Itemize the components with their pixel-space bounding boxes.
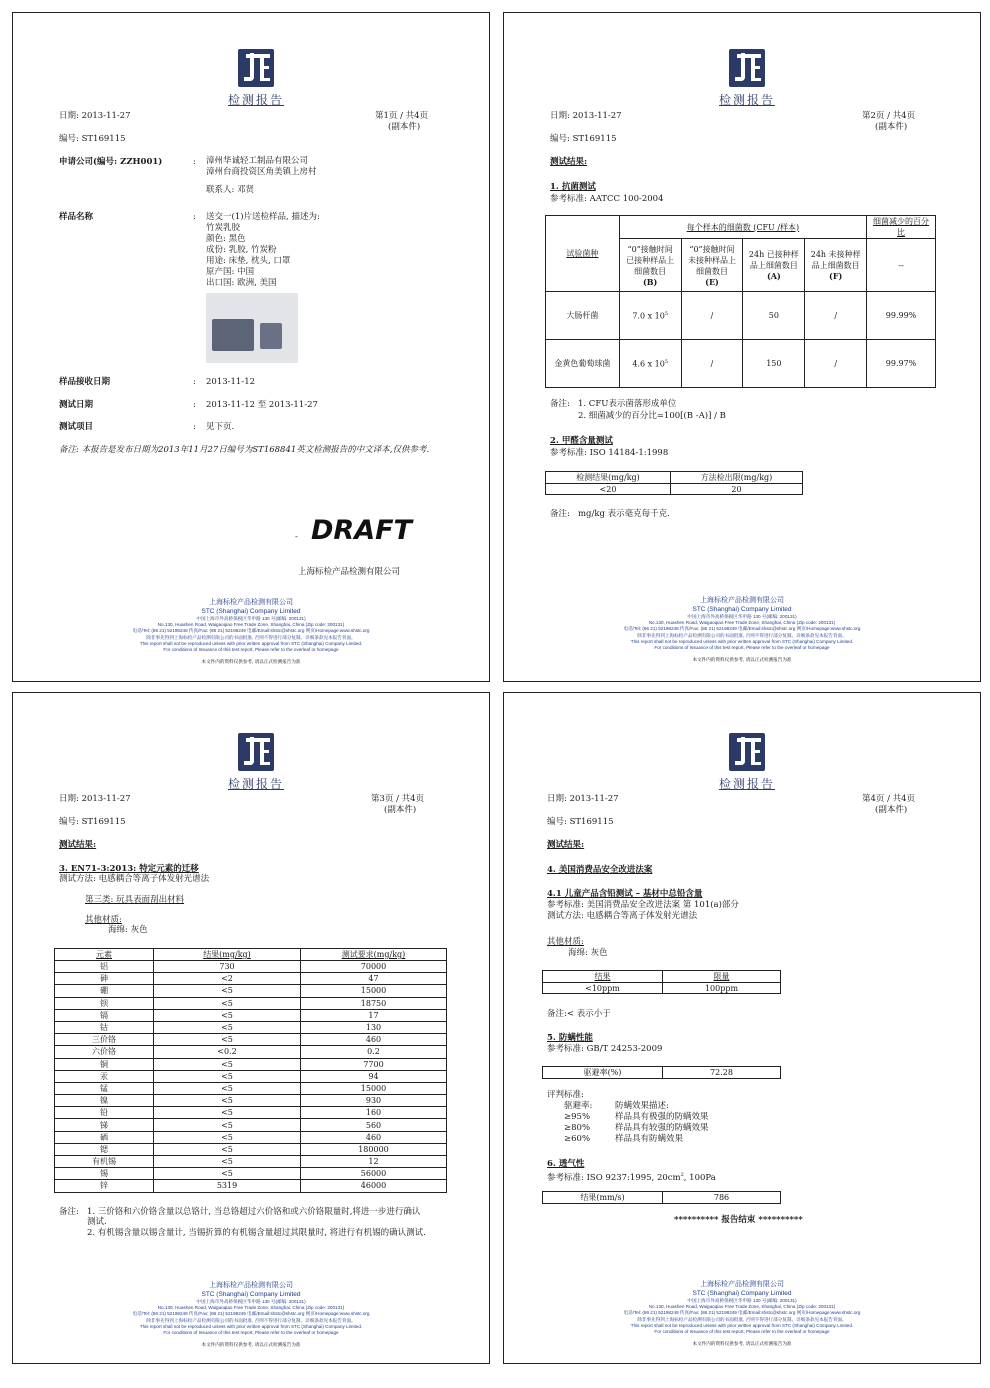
header-e: “0”接触时间 未接种样品上 细菌数目 (E): [681, 239, 743, 292]
note-1: 1. CFU表示菌落形成单位: [578, 399, 677, 409]
element-cell: 镉: [55, 1009, 154, 1021]
colon: :: [193, 377, 196, 387]
mite-table: [542, 1066, 781, 1079]
footer-address-cn: 中国上海市外高桥保税区华申路 130 号(邮编: 200131): [196, 1299, 306, 1304]
stc-logo: [228, 733, 284, 791]
footer-note: 本文件内的资料仅供参考, 请以正式检测报告为准: [692, 657, 792, 663]
footer-reproduction-en: This report shall not be reproduced unless with prior written approval from STC (Shanghai) Company Limited.: [630, 638, 854, 644]
element-cell: 铅: [55, 1107, 154, 1119]
rating-threshold: ≥80%: [564, 1123, 591, 1133]
footer-company-cn: 上海标检产品检测有限公司: [209, 1282, 293, 1289]
report-number: 编号: ST169115: [550, 134, 617, 144]
test-items-value: 见下页.: [206, 422, 235, 432]
received-date-value: 2013-11-12: [206, 377, 256, 387]
result-cell: <5: [154, 1168, 301, 1180]
results-title: 测试结果:: [550, 157, 588, 167]
table-row: [55, 1156, 447, 1168]
table-row: [55, 1107, 447, 1119]
table-row: [55, 1119, 447, 1131]
element-cell: 锡: [55, 1168, 154, 1180]
report-page-3: [12, 692, 490, 1364]
table-row: [55, 1009, 447, 1021]
footer-company-cn: 上海标检产品检测有限公司: [209, 599, 293, 606]
page-number: 第3页 / 共4页: [371, 794, 425, 804]
footer-company-en: STC (Shanghai) Company Limited: [201, 1291, 301, 1298]
requirement-cell: 56000: [301, 1168, 447, 1180]
requirement-cell: 160: [301, 1107, 447, 1119]
rating-header-right: 防螨效果描述:: [615, 1101, 669, 1111]
stc-logo: [719, 49, 775, 107]
report-page-1: [12, 12, 490, 682]
footer-company-cn: 上海标检产品检测有限公司: [700, 597, 784, 604]
sample-mat-small: [260, 323, 282, 349]
section-4-title: 4. 美国消费品安全改进法案: [547, 865, 653, 875]
footer-conditions: For conditions of Issuance of this test report, Please refer to the overleaf or homepage: [163, 1330, 339, 1336]
table-row: 金黄色葡萄球菌 4.6 x $10^5$ / 150 / 99.97%: [546, 340, 936, 388]
requirement-cell: 0.2: [301, 1046, 447, 1058]
section-6-title: 6. 透气性: [547, 1159, 585, 1169]
footer-conditions: For conditions of Issuance of this test report, Please refer to the overleaf or homepage: [654, 1329, 830, 1335]
footer-address-en: No.130, Huashen Road, Waigaoqiao Free Trade Zone, Shanghai, China (Zip code: 200131): [648, 620, 836, 626]
colon: :: [193, 422, 196, 432]
test-date-value: 2013-11-12 至 2013-11-27: [206, 400, 318, 410]
signature-company: 上海标检产品检测有限公司: [298, 567, 401, 577]
footer-contact: 电话/Tel: (86 21) 52198248 传真/Fax: (86 21) 52198249 电邮/Email:shstc@shstc.org 网页/Homepage:www.shstc.org: [623, 626, 861, 632]
table-row: [55, 1143, 447, 1155]
element-cell: 镍: [55, 1095, 154, 1107]
footer-contact: 电话/Tel: (86 21) 52198248 传真/Fax: (86 21) 52198249 电邮/Email:shstc@shstc.org 网页/Homepage:www.shstc.org: [132, 1311, 370, 1317]
page-number: 第4页 / 共4页: [862, 794, 916, 804]
category: 第三类: 玩具表面刮出材料: [85, 895, 185, 905]
footer-contact: 电话/Tel: (86 21) 52198248 传真/Fax: (86 21) 52198249 电邮/Email:shstc@shstc.org 网页/Homepage:www.shstc.org: [623, 1310, 861, 1316]
section-4-1-standard: 参考标准: 美国消费品安全改进法案 第 101(a)部分: [547, 900, 739, 910]
footer-reproduction-cn: 除非事先得到上海标检产品检测有限公司的书面批准, 否则不得进行部分复制。详细条款见本报告背面。: [637, 632, 847, 638]
footer-reproduction-cn: 除非事先得到上海标检产品检测有限公司的书面批准, 否则不得进行部分复制。详细条款见本报告背面。: [146, 634, 356, 640]
result-cell: <5: [154, 1082, 301, 1094]
sample-line: 送交一(1)片送检样品, 描述为:: [206, 212, 320, 222]
copy-label: (副本件): [875, 122, 908, 132]
element-cell: 砷: [55, 973, 154, 985]
strain-header: 试验菌种: [546, 216, 620, 292]
result-header: 检测结果(mg/kg): [546, 472, 671, 484]
requirement-cell: 560: [301, 1119, 447, 1131]
stc-logo-icon: [729, 733, 765, 771]
note-2: 2. 细菌减少的百分比=100[(B -A)] / B: [578, 411, 726, 421]
footer-contact: 电话/Tel: (86 21) 52198248 传真/Fax: (86 21) 52198249 电邮/Email:shstc@shstc.org 网页/Homepage:www.shstc.org: [132, 628, 370, 634]
footer-address-en: No.130, Huashen Road, Waigaoqiao Free Trade Zone, Shanghai, China (Zip code: 200131): [157, 1305, 345, 1311]
antibacterial-table: [545, 215, 936, 388]
result-cell: 5319: [154, 1180, 301, 1192]
rating-title: 评判标准:: [547, 1090, 584, 1100]
element-cell: 硒: [55, 1131, 154, 1143]
sample-line: 原产国: 中国: [206, 267, 255, 277]
section-2-title: 2. 甲醛含量测试: [550, 436, 613, 446]
table-row: [55, 1095, 447, 1107]
section-5-title: 5. 防螨性能: [547, 1033, 593, 1043]
section-3-title: 3. EN71-3:2013: 特定元素的迁移: [59, 864, 199, 874]
result-cell: <5: [154, 1058, 301, 1070]
footer-note: 本文件内的资料仅供参考, 请以正式检测报告为准: [201, 1342, 301, 1348]
other-material-label: 其他材质:: [85, 915, 122, 925]
table-row: [55, 1058, 447, 1070]
limit-header: 限量: [663, 971, 781, 983]
result-cell: <5: [154, 1143, 301, 1155]
report-date: 日期: 2013-11-27: [59, 111, 131, 121]
section-2-standard: 参考标准: ISO 14184-1:1998: [550, 448, 669, 458]
requirement-cell: 12: [301, 1156, 447, 1168]
section-1-title: 1. 抗菌测试: [550, 182, 596, 192]
table-row: [55, 1180, 447, 1192]
requirement-cell: 930: [301, 1095, 447, 1107]
report-number: 编号: ST169115: [59, 817, 126, 827]
other-material-label: 其他材质:: [547, 937, 584, 947]
requirement-header: 测试要求(mg/kg): [301, 949, 447, 961]
report-title: 检测报告: [227, 777, 284, 791]
sample-line: 用途: 床垫, 枕头, 口罩: [206, 256, 291, 266]
page-number: 第2页 / 共4页: [862, 111, 916, 121]
table-row: [55, 961, 447, 973]
footer-reproduction-en: This report shall not be reproduced unless with prior written approval from STC (Shanghai) Company Limited.: [630, 1322, 854, 1328]
table-row: 驱避率(%) 72.28: [543, 1067, 781, 1079]
element-cell: 铜: [55, 1058, 154, 1070]
header-f: 24h 未接种样 品上细菌数目 (F): [805, 239, 867, 292]
element-cell: 钡: [55, 997, 154, 1009]
report-title: 检测报告: [227, 93, 284, 107]
requirement-cell: 460: [301, 1131, 447, 1143]
result-cell: <5: [154, 985, 301, 997]
requirement-cell: 17: [301, 1009, 447, 1021]
report-footer: [504, 1280, 980, 1347]
table-row: [55, 1168, 447, 1180]
element-cell: 三价铬: [55, 1034, 154, 1046]
footer-conditions: For conditions of Issuance of this test report, Please refer to the overleaf or homepage: [654, 645, 830, 651]
report-number: 编号: ST169115: [59, 134, 126, 144]
rating-threshold: ≥95%: [564, 1112, 591, 1122]
copy-label: (副本件): [384, 805, 417, 815]
copy-label: (副本件): [388, 122, 421, 132]
footer-conditions: For conditions of Issuance of this test report, Please refer to the overleaf or homepage: [163, 647, 339, 653]
draft-stamp: DRAFT: [311, 515, 412, 546]
table-row: [55, 1070, 447, 1082]
result-cell: <5: [154, 1009, 301, 1021]
element-cell: 铝: [55, 961, 154, 973]
table-row: [55, 1131, 447, 1143]
section-5-standard: 参考标准: GB/T 24253-2009: [547, 1044, 663, 1054]
table-row: 大肠杆菌 7.0 x $10^5$ / 50 / 99.99%: [546, 292, 936, 340]
sample-line: 成份: 乳胶, 竹炭粉: [206, 245, 277, 255]
footer-reproduction-cn: 除非事先得到上海标检产品检测有限公司的书面批准, 否则不得进行部分复制。详细条款见本报告背面。: [146, 1317, 356, 1323]
section-4-1-method: 测试方法: 电感耦合等离子体发射光谱法: [547, 911, 698, 921]
footer-reproduction-en: This report shall not be reproduced unless with prior written approval from STC (Shanghai) Company Limited.: [139, 1323, 363, 1329]
result-cell: <5: [154, 1070, 301, 1082]
result-cell: <5: [154, 1095, 301, 1107]
header-b: “0”接触时间 已接种样品上 细菌数目 (B): [619, 239, 681, 292]
footer-address-cn: 中国上海市外高桥保税区华申路 130 号(邮编: 200131): [687, 614, 797, 619]
note-1-cont: 测试.: [87, 1217, 107, 1227]
note-2: 2. 有机锡含量以锡含量计, 当锡折算的有机锡含量超过其限量时, 将进行有机锡的确认测试.: [87, 1228, 426, 1238]
requirement-cell: 18750: [301, 997, 447, 1009]
received-date-label: 样品接收日期: [59, 377, 111, 387]
table-row: [55, 1046, 447, 1058]
element-cell: 锑: [55, 1119, 154, 1131]
table-row: <20 20: [546, 484, 803, 495]
element-header: 元素: [55, 949, 154, 961]
sample-line: 竹炭乳胶: [206, 223, 241, 233]
report-page-4: [503, 692, 981, 1364]
test-date-label: 测试日期: [59, 400, 94, 410]
result-cell: 730: [154, 961, 301, 973]
element-cell: 钴: [55, 1021, 154, 1033]
report-title: 检测报告: [718, 777, 775, 791]
footer-reproduction-en: This report shall not be reproduced unless with prior written approval from STC (Shanghai) Company Limited.: [139, 640, 363, 646]
result-cell: <5: [154, 1119, 301, 1131]
footer-address-cn: 中国上海市外高桥保税区华申路 130 号(邮编: 200131): [196, 616, 306, 621]
result-cell: <5: [154, 1034, 301, 1046]
rating-desc: 样品具有防螨效果: [615, 1134, 684, 1144]
report-footer: [504, 596, 980, 663]
applicant-name: 漳州华诚轻工制品有限公司: [206, 156, 309, 166]
result-cell: <0.2: [154, 1046, 301, 1058]
table-row: [55, 997, 447, 1009]
table-row: [55, 1034, 447, 1046]
rating-desc: 样品具有较强的防螨效果: [615, 1123, 709, 1133]
limit-header: 方法检出限(mg/kg): [671, 472, 803, 484]
report-date: 日期: 2013-11-27: [550, 111, 622, 121]
footer-address-en: No.130, Huashen Road, Waigaoqiao Free Trade Zone, Shanghai, China (Zip code: 200131): [648, 1304, 836, 1310]
result-header: 结果(mg/kg): [154, 949, 301, 961]
reduction-header: 细菌减少的百分比: [867, 216, 936, 239]
footer-address-en: No.130, Huashen Road, Waigaoqiao Free Trade Zone, Shanghai, China (Zip code: 200131): [157, 622, 345, 628]
material-desc: 海绵: 灰色: [108, 925, 148, 935]
page-number: 第1页 / 共4页: [375, 111, 429, 121]
colon: :: [193, 157, 196, 167]
footer-company-en: STC (Shanghai) Company Limited: [201, 608, 301, 615]
note-1: 1. 三价铬和六价铬含量以总铬计, 当总铬超过六价铬和或六价铬限量时,将进一步进行确认: [87, 1207, 421, 1217]
section-1-standard: 参考标准: AATCC 100-2004: [550, 194, 664, 204]
table-row: <10ppm 100ppm: [543, 983, 781, 994]
requirement-cell: 47: [301, 973, 447, 985]
result-cell: <2: [154, 973, 301, 985]
requirement-cell: 15000: [301, 1082, 447, 1094]
report-number: 编号: ST169115: [547, 817, 614, 827]
element-cell: 锌: [55, 1180, 154, 1192]
element-cell: 锶: [55, 1143, 154, 1155]
report-footer: [13, 1281, 489, 1348]
footer-company-cn: 上海标检产品检测有限公司: [700, 1281, 784, 1288]
requirement-cell: 15000: [301, 985, 447, 997]
result-cell: <5: [154, 1107, 301, 1119]
copy-label: (副本件): [875, 805, 908, 815]
formaldehyde-table: [545, 471, 803, 495]
sample-line: 颜色: 黑色: [206, 234, 246, 244]
lead-table: [542, 970, 781, 994]
element-cell: 有机锡: [55, 1156, 154, 1168]
table-row: [55, 1021, 447, 1033]
element-cell: 硼: [55, 985, 154, 997]
header-pct: --: [867, 239, 936, 292]
result-cell: <5: [154, 997, 301, 1009]
applicant-label: 申请公司(编号: ZZH001): [59, 157, 163, 167]
results-title: 测试结果:: [59, 840, 97, 850]
report-title: 检测报告: [718, 93, 775, 107]
report-date: 日期: 2013-11-27: [547, 794, 619, 804]
header-a: 24h 已接种样 品上细菌数目 (A): [743, 239, 805, 292]
remark: 备注: 本报告是发布日期为2013年11月27日编号为ST168841英文检测报告的中文译本,仅供参考.: [59, 445, 430, 455]
stc-logo-icon: [238, 49, 274, 87]
applicant-address: 漳州台商投资区角美镇上房村: [206, 167, 317, 177]
colon: :: [193, 400, 196, 410]
contact-person: 联系人: 邓贤: [206, 185, 255, 195]
section-4-1-title: 4.1 儿童产品含铅测试 – 基材中总铅含量: [547, 889, 703, 899]
rating-threshold: ≥60%: [564, 1134, 591, 1144]
stc-logo-icon: [238, 733, 274, 771]
section-3-method: 测试方法: 电感耦合等离子体发射光谱法: [59, 874, 210, 884]
report-footer: [13, 598, 489, 665]
sample-mat: [212, 319, 254, 351]
section-2-note: mg/kg 表示毫克每千克.: [578, 509, 670, 519]
section-6-standard: 参考标准: ISO 9237:1995, $20cm^2$, 100Pa: [547, 1172, 716, 1183]
requirement-cell: 130: [301, 1021, 447, 1033]
sample-line: 出口国: 欧洲, 美国: [206, 278, 277, 288]
section-4-1-note: 备注:< 表示小于: [547, 1009, 611, 1019]
note-label: 备注:: [550, 399, 570, 409]
report-end: ********** 报告结束 **********: [674, 1215, 803, 1225]
table-row: [55, 985, 447, 997]
rating-header-left: 驱避率:: [564, 1101, 593, 1111]
sample-label: 样品名称: [59, 212, 94, 222]
material-desc: 海绵: 灰色: [568, 948, 608, 958]
colon: :: [193, 212, 196, 222]
footer-address-cn: 中国上海市外高桥保税区华申路 130 号(邮编: 200131): [687, 1298, 797, 1303]
stc-logo: [719, 733, 775, 791]
footer-company-en: STC (Shanghai) Company Limited: [692, 1290, 792, 1297]
element-cell: 锰: [55, 1082, 154, 1094]
section-2-note-label: 备注:: [550, 509, 570, 519]
note-label: 备注:: [59, 1207, 79, 1217]
elements-table: [54, 948, 447, 1193]
footer-note: 本文件内的资料仅供参考, 请以正式检测报告为准: [201, 659, 301, 665]
table-row: 结果(mm/s) 786: [543, 1192, 781, 1204]
element-cell: 汞: [55, 1070, 154, 1082]
result-cell: <5: [154, 1156, 301, 1168]
element-cell: 六价铬: [55, 1046, 154, 1058]
table-row: [55, 973, 447, 985]
footer-note: 本文件内的资料仅供参考, 请以正式检测报告为准: [692, 1341, 792, 1347]
report-page-2: [503, 12, 981, 682]
test-items-label: 测试项目: [59, 422, 94, 432]
report-date: 日期: 2013-11-27: [59, 794, 131, 804]
result-header: 结果: [543, 971, 663, 983]
sample-photo: [206, 293, 298, 363]
results-title: 测试结果:: [547, 840, 585, 850]
requirement-cell: 460: [301, 1034, 447, 1046]
requirement-cell: 70000: [301, 961, 447, 973]
requirement-cell: 180000: [301, 1143, 447, 1155]
count-group-header: 每个样本的细菌数 (CFU /样本): [619, 216, 866, 239]
result-cell: <5: [154, 1131, 301, 1143]
result-cell: <5: [154, 1021, 301, 1033]
table-row: [55, 1082, 447, 1094]
requirement-cell: 94: [301, 1070, 447, 1082]
requirement-cell: 7700: [301, 1058, 447, 1070]
footer-company-en: STC (Shanghai) Company Limited: [692, 606, 792, 613]
requirement-cell: 46000: [301, 1180, 447, 1192]
draft-dash: -: [295, 532, 298, 542]
stc-logo-icon: [729, 49, 765, 87]
footer-reproduction-cn: 除非事先得到上海标检产品检测有限公司的书面批准, 否则不得进行部分复制。详细条款见本报告背面。: [637, 1316, 847, 1322]
air-permeability-table: [542, 1191, 781, 1204]
stc-logo: [228, 49, 284, 107]
rating-desc: 样品具有极强的防螨效果: [615, 1112, 709, 1122]
